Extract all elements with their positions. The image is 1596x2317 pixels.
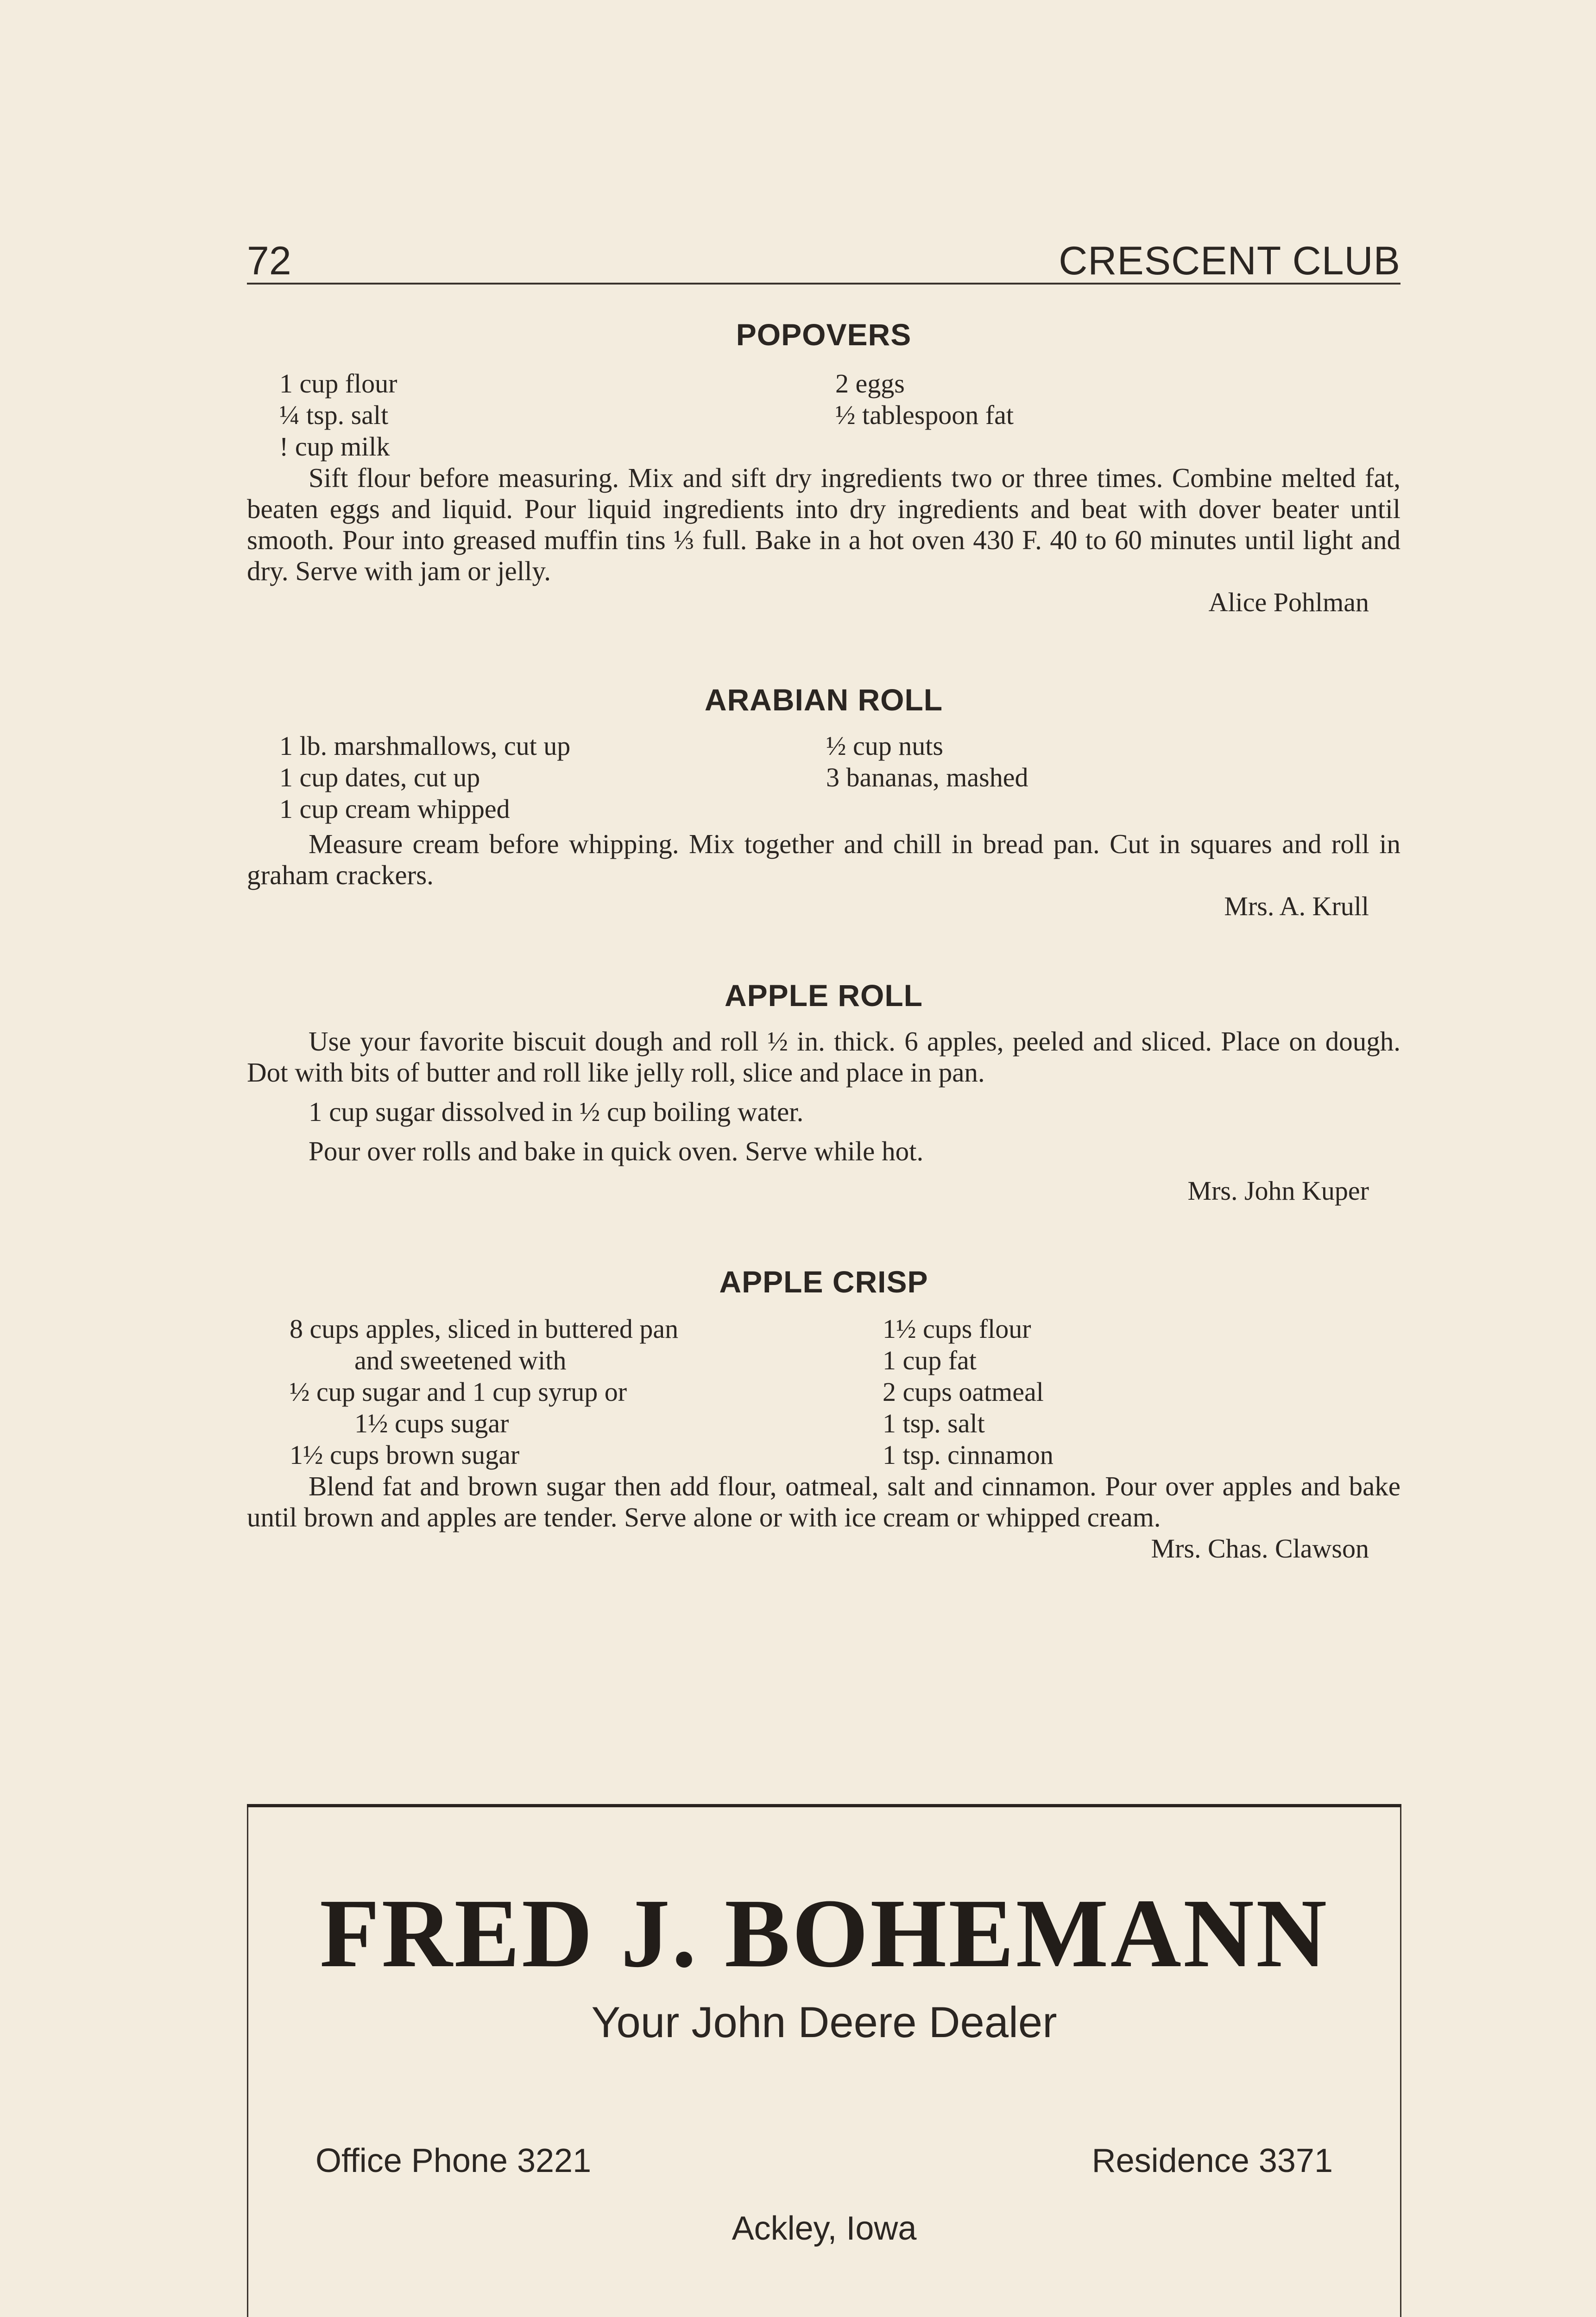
recipe-title: ARABIAN ROLL	[704, 683, 943, 717]
recipe-arabian-roll	[247, 682, 1400, 922]
recipe-title: APPLE CRISP	[719, 1265, 928, 1299]
ingredient: ¼ tsp. salt	[279, 400, 389, 430]
ingredient: ½ cup sugar and 1 cup syrup or	[290, 1377, 627, 1407]
ingredient: 1 lb. marshmallows, cut up	[279, 731, 571, 761]
recipe-popovers	[247, 317, 1400, 618]
ingredient: ½ cup nuts	[826, 731, 943, 761]
instruction-paragraph: Use your favorite biscuit dough and roll ½ in. thick. 6 apples, peeled and sliced. Place on dough. Dot with bits of butter and roll like jelly roll, slice and place in pan.	[247, 1026, 1400, 1088]
ingredient: 1 tsp. salt	[883, 1408, 985, 1438]
residence-phone: Residence 3371	[1091, 2142, 1333, 2179]
ingredient: 1 cup cream whipped	[279, 794, 510, 824]
ingredient: 1 tsp. cinnamon	[883, 1440, 1053, 1470]
ingredient: and sweetened with	[354, 1345, 567, 1375]
instruction-paragraph: 1 cup sugar dissolved in ½ cup boiling water.	[309, 1096, 804, 1127]
recipe-author: Mrs. A. Krull	[1224, 891, 1369, 921]
club-name: CRESCENT CLUB	[1059, 239, 1400, 283]
recipe-title: APPLE ROLL	[724, 978, 923, 1013]
recipe-apple-roll	[247, 978, 1400, 1207]
page-number: 72	[247, 239, 291, 283]
dealer-advertisement	[247, 1804, 1401, 2317]
ingredient: ½ tablespoon fat	[835, 400, 1014, 430]
ingredient: ! cup milk	[279, 431, 390, 462]
ingredient: 1½ cups brown sugar	[290, 1440, 520, 1470]
dealer-tagline: Your John Deere Dealer	[591, 1998, 1057, 2046]
recipe-instructions	[247, 829, 1400, 891]
ingredient: 2 cups oatmeal	[883, 1377, 1044, 1407]
recipe-author: Alice Pohlman	[1208, 587, 1369, 617]
recipe-author: Mrs. John Kuper	[1187, 1176, 1369, 1206]
recipe-author: Mrs. Chas. Clawson	[1151, 1533, 1369, 1564]
instruction-paragraph: Sift flour before measuring. Mix and sift dry ingredients two or three times. Combine melted fat, beaten eggs and liquid. Pour liquid ingredients into dry ingredients and beat with dover beater until smooth. Pour into greased muffin tins ⅓ full. Bake in a hot oven 430 F. 40 to 60 minutes until light and dry. Serve with jam or jelly.	[247, 462, 1400, 586]
instruction-paragraph: Blend fat and brown sugar then add flour, oatmeal, salt and cinnamon. Pour over apples and bake until brown and apples are tender. Serve alone or with ice cream or whipped cream.	[247, 1471, 1400, 1532]
ingredient: 2 eggs	[835, 368, 905, 399]
recipe-instructions	[247, 1026, 1400, 1167]
office-phone: Office Phone 3221	[315, 2142, 592, 2179]
ingredient: 1 cup fat	[883, 1345, 977, 1375]
page-header	[247, 241, 1400, 285]
ingredient: 3 bananas, mashed	[826, 762, 1028, 792]
recipe-instructions	[247, 1471, 1400, 1533]
dealer-name: FRED J. BOHEMANN	[319, 1879, 1329, 1988]
ingredient-list	[247, 368, 1400, 462]
instruction-paragraph: Pour over rolls and bake in quick oven. Serve while hot.	[309, 1136, 924, 1166]
ingredient: 8 cups apples, sliced in buttered pan	[290, 1314, 679, 1344]
page-content	[247, 241, 1400, 1564]
recipe-apple-crisp	[247, 1264, 1400, 1564]
dealer-town: Ackley, Iowa	[732, 2210, 917, 2247]
ingredient: 1½ cups flour	[883, 1314, 1031, 1344]
ingredient: 1 cup dates, cut up	[279, 762, 480, 792]
ingredient: 1½ cups sugar	[354, 1408, 509, 1438]
recipe-title: POPOVERS	[736, 317, 912, 352]
recipe-instructions	[247, 462, 1400, 587]
ingredient-list	[247, 730, 1400, 825]
ingredient: 1 cup flour	[279, 368, 397, 399]
ingredient-list	[247, 1313, 1400, 1471]
instruction-paragraph: Measure cream before whipping. Mix together and chill in bread pan. Cut in squares and roll in graham crackers.	[247, 829, 1400, 890]
